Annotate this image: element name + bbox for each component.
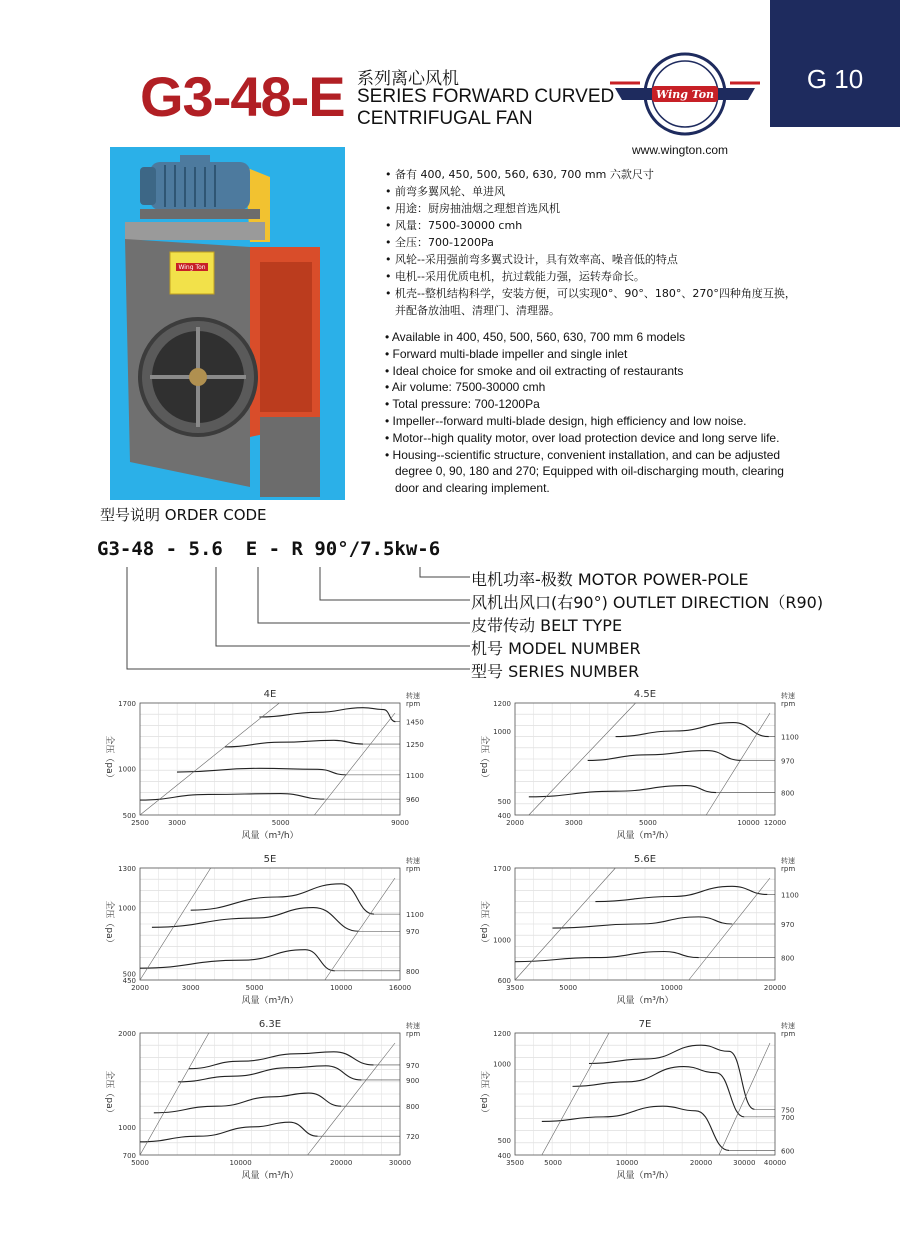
series-speed-label: 1450 [406,718,424,727]
y-axis-label: 全压（pa） [104,735,114,783]
series-speed-label: 700 [781,1113,795,1122]
series-curve [177,768,346,775]
feature-cn: • 风量：7500-30000 cmh [385,219,523,232]
x-axis-label: 风量（m³/h） [616,996,674,1006]
model-title: G3-48-E [140,65,345,128]
series-speed-label: 720 [406,1133,420,1142]
x-tick-label: 20000 [763,984,787,992]
feature-en: • Impeller--forward multi-blade design, high efficiency and low noise. [385,413,747,428]
x-tick-label: 2000 [131,984,149,992]
x-axis-label: 风量（m³/h） [616,1171,674,1181]
subtitle-en-line2: CENTRIFUGAL FAN [357,108,533,129]
series-speed-label: 960 [406,796,420,805]
chart-title: 4.5E [633,689,657,700]
speed-label-cn: 转速 [781,692,795,700]
efficiency-line [325,878,395,980]
efficiency-line [719,1043,770,1155]
series-curve [552,917,732,928]
y-tick-label: 400 [497,1152,511,1160]
series-speed-label: 600 [781,1147,795,1156]
series-speed-label: 750 [781,1106,795,1115]
series-curve [189,1052,374,1069]
series-curve [529,786,716,797]
efficiency-line [314,713,395,815]
x-tick-label: 5000 [544,1159,562,1167]
y-tick-label: 1000 [118,904,136,913]
chart-7e [470,1015,830,1185]
y-tick-label: 1700 [118,700,136,708]
speed-label-cn: 转速 [781,1022,795,1030]
logo-text: Wing Ton [655,88,715,101]
speed-label-en: rpm [406,700,421,708]
order-code-label-model: 机号 MODEL NUMBER [471,639,641,658]
x-tick-label: 10000 [737,819,760,827]
x-tick-label: 5000 [559,984,578,992]
series-curve [225,740,363,747]
speed-label-en: rpm [406,865,421,873]
feature-cn: • 前弯多翼风轮、单进风 [385,185,505,198]
x-tick-label: 30000 [733,1159,756,1167]
y-tick-label: 500 [122,812,136,820]
x-tick-label: 5000 [131,1159,149,1167]
x-tick-label: 3500 [506,984,524,992]
x-axis-label: 风量（m³/h） [241,831,299,841]
series-speed-label: 1100 [406,771,424,780]
subtitle-en-line1: SERIES FORWARD CURVED [357,86,615,107]
series-curve [589,1045,754,1109]
speed-label-cn: 转速 [406,1022,420,1030]
y-tick-label: 1000 [118,1123,136,1132]
features-en-list [385,329,805,497]
y-tick-label: 1200 [493,700,511,708]
feature-cn: • 备有 400, 450, 500, 560, 630, 700 mm 六款尺寸 [385,168,654,181]
series-curve [140,950,335,971]
speed-label-en: rpm [781,865,796,873]
series-speed-label: 970 [781,921,795,929]
series-speed-label: 800 [781,789,795,798]
x-axis-label: 风量（m³/h） [241,1171,299,1181]
chart-4-5e [470,685,830,845]
chart-title: 6.3E [258,1019,282,1030]
y-tick-label: 2000 [118,1030,136,1038]
y-tick-label: 400 [497,812,511,820]
x-tick-label: 12000 [763,819,787,827]
y-tick-label: 1300 [118,865,136,873]
y-tick-label: 450 [122,977,136,985]
series-speed-label: 1100 [406,911,424,920]
series-curve [154,1093,341,1113]
page-tab-label: G 10 [806,64,864,94]
x-tick-label: 20000 [330,1159,353,1167]
x-tick-label: 10000 [615,1159,639,1167]
x-axis-label: 风量（m³/h） [616,831,674,841]
speed-label-cn: 转速 [406,692,420,700]
series-curve [616,723,769,737]
chart-5e [95,850,455,1010]
nameplate-text: Wing Ton [178,264,206,271]
order-code-label-outlet: 风机出风口(右90°) OUTLET DIRECTION（R90) [471,593,824,612]
y-tick-label: 1000 [493,936,511,945]
chart-title: 5.6E [633,854,657,865]
x-tick-label: 3500 [506,1159,524,1167]
series-curve [140,1122,318,1142]
series-curve [515,951,699,961]
product-photo [110,147,345,500]
series-speed-label: 1100 [781,733,799,742]
chart-4e [95,685,455,845]
feature-en: • Forward multi-blade impeller and single inlet [385,346,628,361]
series-curve [595,886,767,901]
y-axis-label: 全压（pa） [479,1070,489,1118]
feature-en: • Available in 400, 450, 500, 560, 630, 700 mm 6 models [385,330,686,344]
chart-title: 5E [263,854,277,865]
feature-en: • Housing--scientific structure, convenient installation, and can be adjusted degree 0, 90, 180 and 270; Equipped with oil-discharging mouth, clearing door and clearing implement. [385,447,784,496]
feature-cn: • 电机--采用优质电机，抗过载能力强，运转寿命长。 [385,270,645,283]
page-tab [770,0,900,127]
x-tick-label: 40000 [763,1159,787,1167]
order-code-example: G3-48 - 5.6 E - R 90°/7.5kw-6 [97,538,441,560]
y-tick-label: 1200 [493,1030,511,1038]
series-curve [259,708,395,722]
series-curve [573,1067,745,1117]
y-tick-label: 500 [497,798,511,806]
chart-6-3e [95,1015,455,1185]
speed-label-en: rpm [781,1030,796,1038]
y-tick-label: 1000 [493,728,511,736]
series-speed-label: 970 [781,757,795,766]
y-tick-label: 1700 [493,865,511,873]
x-tick-label: 3000 [181,984,200,992]
feature-en: • Total pressure: 700-1200Pa [385,397,540,412]
speed-label-cn: 转速 [406,857,420,865]
y-axis-label: 全压（pa） [479,900,489,948]
y-tick-label: 600 [497,977,511,985]
feature-en: • Motor--high quality motor, over load protection device and long serve life. [385,430,780,445]
feature-cn: • 风轮--采用强前弯多翼式设计，具有效率高、噪音低的特点 [385,253,678,266]
y-axis-label: 全压（pa） [104,1070,114,1118]
series-speed-label: 800 [781,954,795,963]
x-tick-label: 5000 [245,984,264,992]
y-tick-label: 1000 [493,1060,511,1069]
x-tick-label: 16000 [388,984,412,992]
x-tick-label: 10000 [660,984,683,992]
series-curve [152,908,359,932]
chart-title: 4E [263,689,277,700]
speed-label-en: rpm [406,1030,421,1038]
x-tick-label: 2500 [131,819,149,827]
series-curve [140,794,324,801]
series-speed-label: 1100 [781,891,799,900]
y-tick-label: 500 [497,1136,511,1145]
y-axis-label: 全压（pa） [104,900,114,948]
chart-5-6e [470,850,830,1010]
series-speed-label: 800 [406,967,420,976]
subtitle-cn: 系列离心风机 [357,69,459,89]
speed-label-cn: 转速 [781,857,795,865]
x-tick-label: 5000 [639,819,657,827]
feature-cn: • 机壳--整机结构科学，安装方便，可以实现0°、90°、180°、270°四种角度互换，并配备放油咀、清理门、清理器。 [385,287,796,317]
order-code-label-motor: 电机功率-极数 MOTOR POWER-POLE [471,570,749,589]
series-speed-label: 1250 [406,741,424,750]
x-tick-label: 20000 [689,1159,713,1167]
series-curve [191,884,374,914]
order-code-label-belt: 皮带传动 BELT TYPE [471,616,623,635]
wington-logo [610,52,760,136]
x-axis-label: 风量（m³/h） [241,996,299,1006]
x-tick-label: 10000 [330,984,353,992]
feature-en: • Ideal choice for smoke and oil extracting of restaurants [385,363,684,378]
x-tick-label: 5000 [271,819,290,827]
feature-en: • Air volume: 7500-30000 cmh [385,380,546,395]
features-cn-list [385,166,805,319]
y-tick-label: 1000 [118,765,136,774]
chart-title: 7E [638,1019,652,1030]
order-code-leaders [0,555,470,680]
series-speed-label: 800 [406,1103,420,1112]
website: www.wington.com [632,143,729,157]
y-tick-label: 500 [122,970,136,979]
order-code-label-series: 型号 SERIES NUMBER [471,662,640,681]
series-speed-label: 970 [406,1061,420,1070]
feature-cn: • 全压：700-1200Pa [385,236,494,249]
x-tick-label: 3000 [168,819,186,827]
series-speed-label: 970 [406,928,420,937]
order-code-title: 型号说明 ORDER CODE [100,506,267,524]
feature-cn: • 用途：厨房抽油烟之理想首选风机 [385,202,560,215]
x-tick-label: 10000 [229,1159,252,1167]
series-speed-label: 900 [406,1076,420,1085]
x-tick-label: 30000 [388,1159,412,1167]
y-tick-label: 700 [122,1152,136,1160]
x-tick-label: 2000 [506,819,524,827]
speed-label-en: rpm [781,700,796,708]
efficiency-line [308,1043,395,1155]
x-tick-label: 9000 [391,819,409,827]
x-tick-label: 3000 [564,819,583,827]
y-axis-label: 全压（pa） [479,735,489,783]
